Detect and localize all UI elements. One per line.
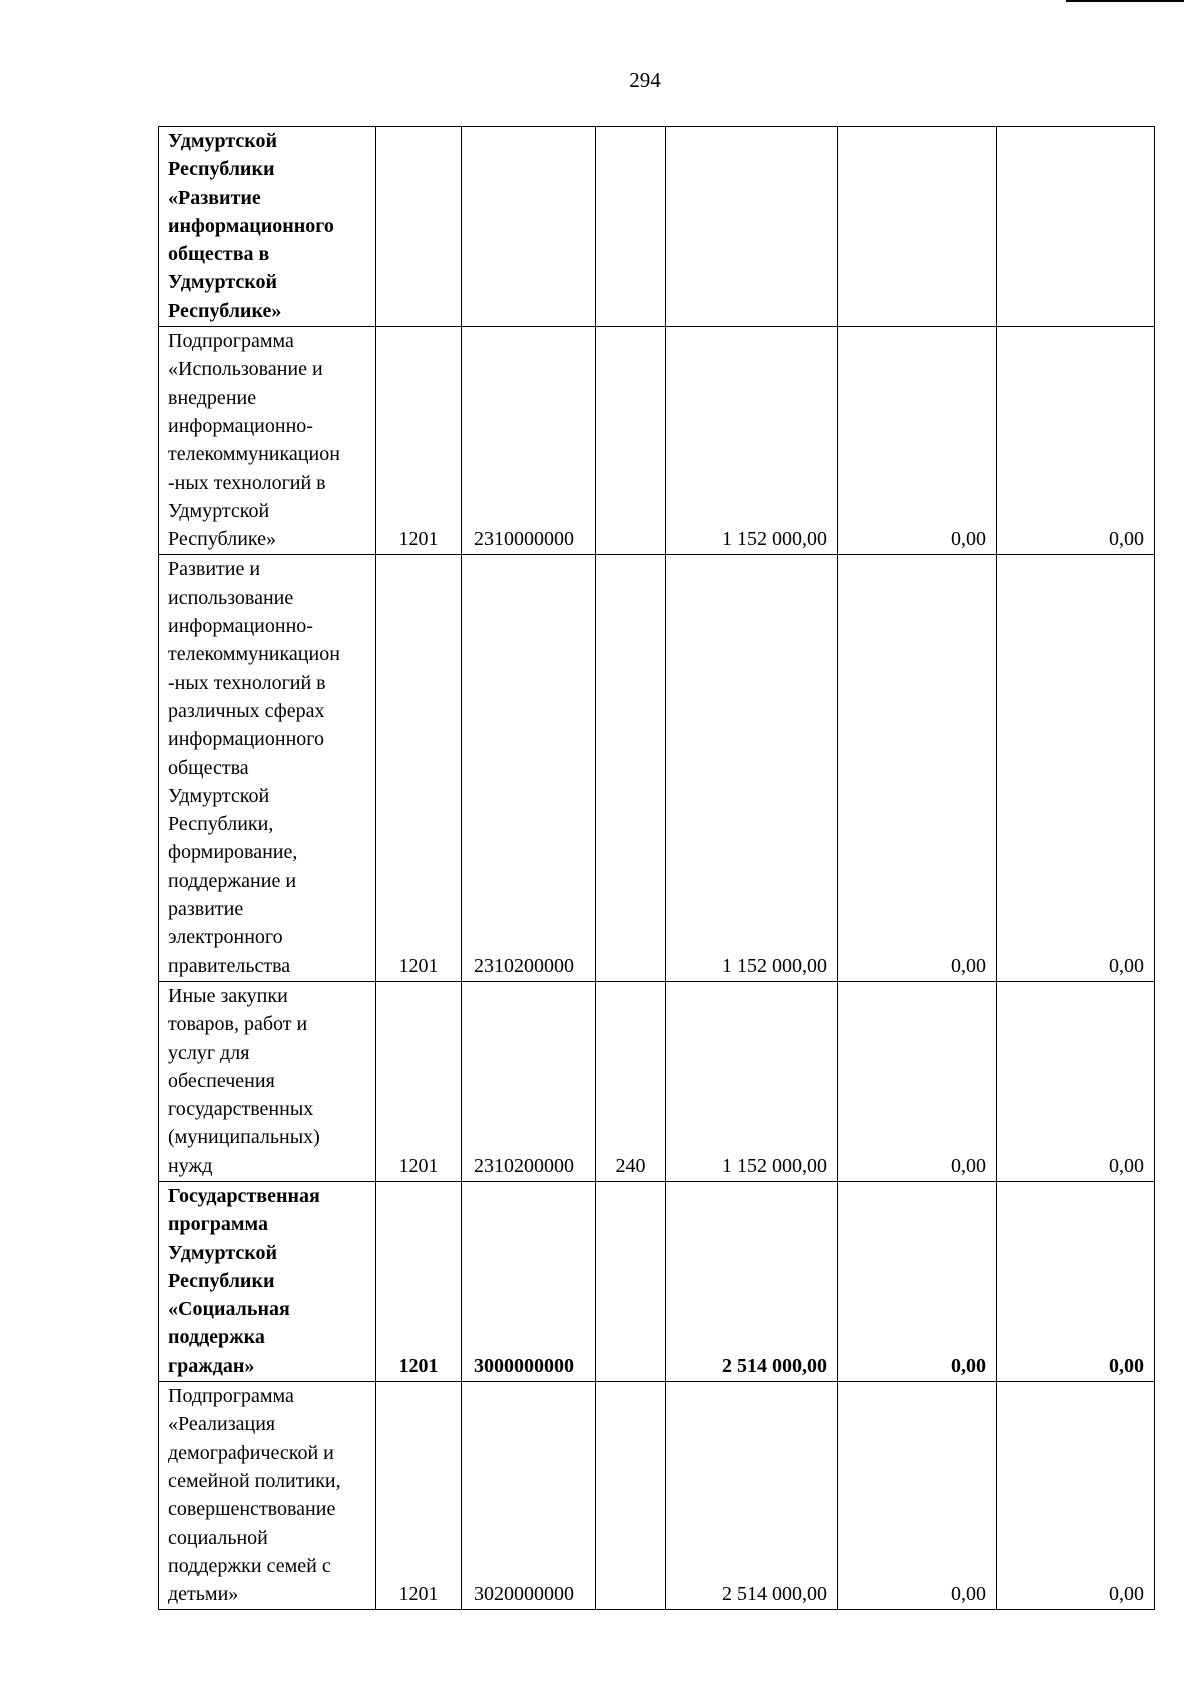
amount-3: 0,00	[997, 555, 1155, 981]
expense-type-code	[596, 127, 666, 327]
amount-2: 0,00	[838, 981, 997, 1181]
amount-1: 1 152 000,00	[666, 555, 838, 981]
table-row	[159, 555, 1155, 981]
section-code: 1201	[376, 555, 462, 981]
row-name: Иные закупки товаров, работ и услуг для обеспечения государственных (муниципальных) нужд	[159, 981, 376, 1181]
amount-1: 2 514 000,00	[666, 1181, 838, 1381]
row-name: Государственная программа Удмуртской Республики «Социальная поддержка граждан»	[159, 1181, 376, 1381]
row-name: Подпрограмма «Реализация демографической и семейной политики, совершенствование социальной поддержки семей с детьми»	[159, 1382, 376, 1610]
row-name: Подпрограмма «Использование и внедрение информационно- телекоммуникацион -ных технологий в Удмуртской Республике»	[159, 327, 376, 555]
amount-3: 0,00	[997, 327, 1155, 555]
section-code: 1201	[376, 981, 462, 1181]
amount-3: 0,00	[997, 1181, 1155, 1381]
section-code: 1201	[376, 1181, 462, 1381]
table-row	[159, 1181, 1155, 1381]
target-code: 2310200000	[462, 555, 596, 981]
section-code: 1201	[376, 327, 462, 555]
amount-3: 0,00	[997, 1382, 1155, 1610]
amount-3	[997, 127, 1155, 327]
table-row	[159, 1382, 1155, 1610]
row-name: Развитие и использование информационно- телекоммуникацион -ных технологий в различных сферах информационного общества Удмуртской Республики, формирование, поддержание и развитие электронного правительства	[159, 555, 376, 981]
page-number: 294	[629, 68, 661, 92]
amount-2	[838, 127, 997, 327]
amount-1: 2 514 000,00	[666, 1382, 838, 1610]
amount-1: 1 152 000,00	[666, 327, 838, 555]
expense-type-code	[596, 327, 666, 555]
row-name: Удмуртской Республики «Развитие информационного общества в Удмуртской Республике»	[159, 127, 376, 327]
amount-2: 0,00	[838, 327, 997, 555]
target-code: 3000000000	[462, 1181, 596, 1381]
table-row	[159, 327, 1155, 555]
section-code	[376, 127, 462, 327]
amount-2: 0,00	[838, 1382, 997, 1610]
amount-3: 0,00	[997, 981, 1155, 1181]
amount-1: 1 152 000,00	[666, 981, 838, 1181]
expense-type-code: 240	[596, 981, 666, 1181]
target-code	[462, 127, 596, 327]
target-code: 2310000000	[462, 327, 596, 555]
table-row	[159, 981, 1155, 1181]
section-code: 1201	[376, 1382, 462, 1610]
target-code: 3020000000	[462, 1382, 596, 1610]
amount-1	[666, 127, 838, 327]
amount-2: 0,00	[838, 1181, 997, 1381]
expense-type-code	[596, 1382, 666, 1610]
top-rule	[1066, 0, 1184, 2]
expense-type-code	[596, 1181, 666, 1381]
table-row	[159, 127, 1155, 327]
target-code: 2310200000	[462, 981, 596, 1181]
budget-table	[158, 126, 1155, 1610]
expense-type-code	[596, 555, 666, 981]
amount-2: 0,00	[838, 555, 997, 981]
